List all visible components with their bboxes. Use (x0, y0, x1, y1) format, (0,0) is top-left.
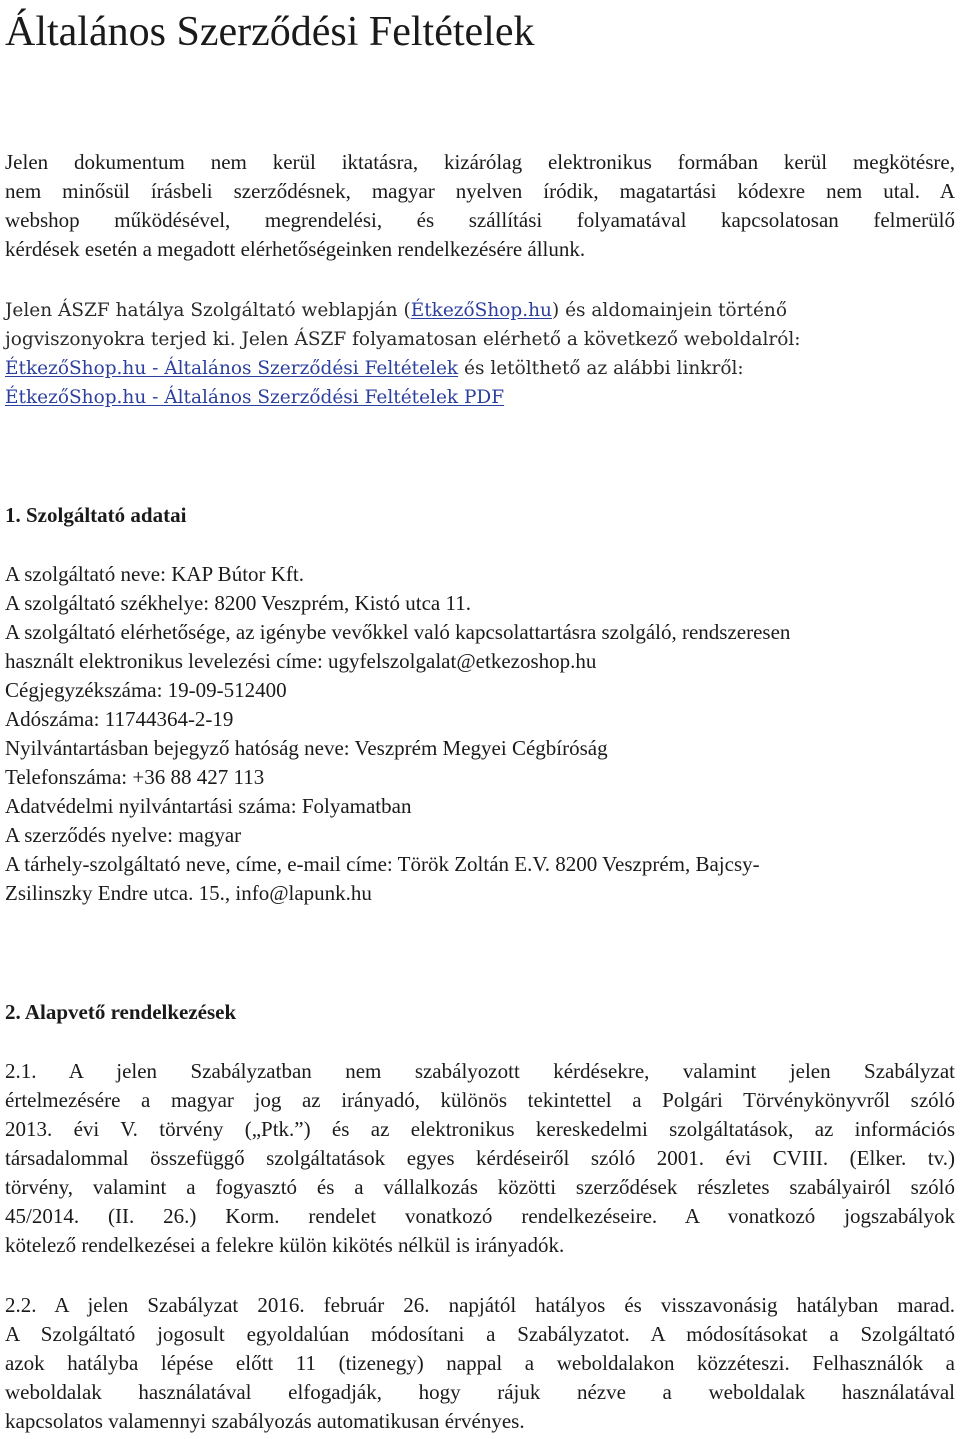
scope-line: jogviszonyokra terjed ki. Jelen ÁSZF folyamatosan elérhető a következő weboldalról: (5, 329, 801, 350)
hosting-provider: Zsilinszky Endre utca. 15., info@lapunk.hu (5, 881, 372, 905)
provider-email: használt elektronikus levelezési címe: ugyfelszolgalat@etkezoshop.hu (5, 649, 597, 673)
paragraph-line: kötelező rendelkezései a felekre külön kikötés nélkül is irányadók. (5, 1233, 565, 1257)
intro-paragraph (5, 148, 955, 264)
phone-number: Telefonszáma: +36 88 427 113 (5, 765, 265, 789)
aszf-pdf-link[interactable]: ÉtkezőShop.hu - Általános Szerződési Feltételek PDF (5, 387, 505, 408)
scope-line (5, 383, 955, 412)
paragraph-line: 2013. évi V. törvény („Ptk.”) és az elektronikus kereskedelmi szolgáltatások, az információs (5, 1117, 955, 1141)
intro-line: Jelen dokumentum nem kerül iktatásra, kizárólag elektronikus formában kerül megkötésre, (5, 150, 955, 174)
provider-contact: A szolgáltató elérhetősége, az igénybe vevőkkel való kapcsolattartásra szolgáló, rendszeresen (5, 620, 791, 644)
paragraph-line: társadalommal összefüggő szolgáltatások egyes kérdéseiről szóló 2001. évi CVIII. (Elker. tv.) (5, 1146, 955, 1170)
section-1-heading: 1. Szolgáltató adatai (5, 503, 187, 527)
paragraph-2-1 (5, 1057, 955, 1260)
scope-paragraph (5, 296, 955, 412)
provider-address: A szolgáltató székhelye: 8200 Veszprém, Kistó utca 11. (5, 591, 471, 615)
paragraph-line: 2.2. A jelen Szabályzat 2016. február 26. napjától hatályos és visszavonásig hatályban marad. (5, 1293, 955, 1317)
paragraph-line: weboldalak használatával elfogadják, hogy rájuk nézve a weboldalak használatával (5, 1380, 955, 1404)
paragraph-line: A Szolgáltató jogosult egyoldalúan módosítani a Szabályzatot. A módosításokat a Szolgáltató (5, 1322, 955, 1346)
hosting-provider: A tárhely-szolgáltató neve, címe, e-mail címe: Török Zoltán E.V. 8200 Veszprém, Bajcsy- (5, 852, 760, 876)
intro-line: nem minősül írásbeli szerződésnek, magyar nyelven íródik, magatartási kódexre nem utal. A (5, 179, 955, 203)
provider-name: A szolgáltató neve: KAP Bútor Kft. (5, 562, 305, 586)
company-registration: Cégjegyzékszáma: 19-09-512400 (5, 678, 287, 702)
section-2-heading: 2. Alapvető rendelkezések (5, 1000, 237, 1024)
scope-text: ) és aldomainjein történő (551, 300, 787, 321)
contract-language: A szerződés nyelve: magyar (5, 823, 242, 847)
scope-text: Jelen ÁSZF hatálya Szolgáltató weblapján ( (5, 300, 411, 321)
paragraph-line: törvény, valamint a fogyasztó és a vállalkozás közötti szerződések részletes szabályairól szóló (5, 1175, 955, 1199)
intro-line: kérdések esetén a megadott elérhetőségeinken rendelkezésére állunk. (5, 237, 586, 261)
paragraph-line: azok hatályba lépése előtt 11 (tizenegy) nappal a weboldalakon közzéteszi. Felhasználók a (5, 1351, 955, 1375)
paragraph-2-2 (5, 1291, 955, 1436)
scope-line (5, 354, 955, 383)
intro-line: webshop működésével, megrendelési, és szállítási folyamatával kapcsolatosan felmerülő (5, 208, 955, 232)
aszf-page-link[interactable]: ÉtkezőShop.hu - Általános Szerződési Feltételek (5, 358, 459, 379)
provider-details (5, 560, 955, 908)
data-protection-number: Adatvédelmi nyilvántartási száma: Folyamatban (5, 794, 412, 818)
scope-line (5, 296, 955, 325)
tax-number: Adószáma: 11744364-2-19 (5, 707, 234, 731)
paragraph-line: 45/2014. (II. 26.) Korm. rendelet vonatkozó rendelkezéseire. A vonatkozó jogszabályok (5, 1204, 955, 1228)
paragraph-line: értelmezésére a magyar jog az irányadó, különös tekintettel a Polgári Törvénykönyvről szóló (5, 1088, 955, 1112)
page-title: Általános Szerződési Feltételek (5, 9, 535, 55)
paragraph-line: kapcsolatos valamennyi szabályozás automatikusan érvényes. (5, 1409, 525, 1433)
paragraph-line: 2.1. A jelen Szabályzatban nem szabályozott kérdésekre, valamint jelen Szabályzat (5, 1059, 955, 1083)
scope-text: és letölthető az alábbi linkről: (458, 358, 744, 379)
etkezoshop-link[interactable]: ÉtkezőShop.hu (410, 300, 552, 321)
registry-court: Nyilvántartásban bejegyző hatóság neve: Veszprém Megyei Cégbíróság (5, 736, 608, 760)
